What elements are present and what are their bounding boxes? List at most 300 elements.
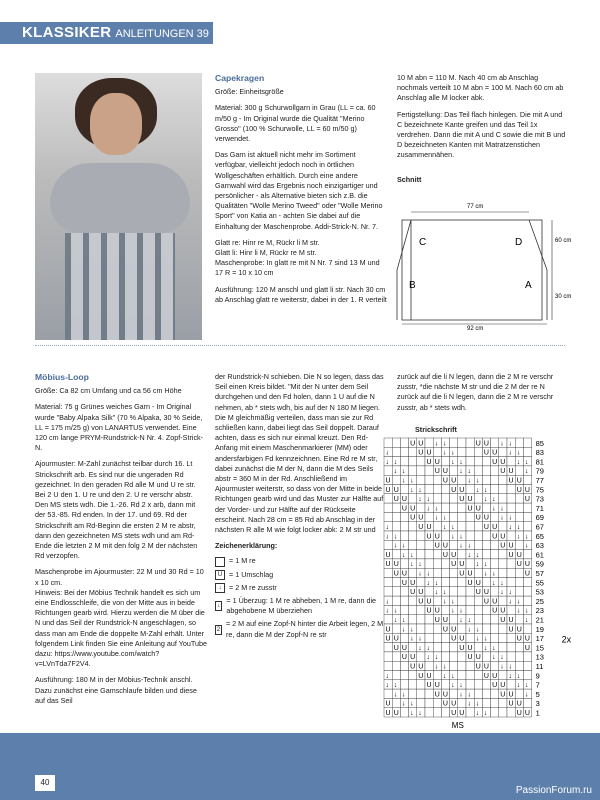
chart-cell	[409, 680, 417, 689]
chart-cell	[450, 652, 458, 661]
chart-symbol: ↓	[516, 682, 521, 690]
chart-symbol: U	[410, 654, 416, 662]
chart-cell	[474, 531, 482, 540]
chart-symbol: U	[418, 449, 424, 457]
chart-cell	[499, 475, 507, 484]
chart-symbol: U	[401, 654, 407, 662]
chart-cell	[523, 624, 531, 633]
chart-symbol: U	[426, 533, 432, 541]
chart-symbol: U	[434, 682, 440, 690]
chart-symbol: ↓	[393, 458, 398, 466]
chart-symbol: ↓	[418, 486, 422, 494]
chart-cell	[458, 503, 466, 512]
chart-cell	[400, 531, 408, 540]
chart-cell	[417, 540, 425, 549]
legend-symbol: 2	[216, 626, 221, 633]
chart-cell	[482, 680, 490, 689]
legend-title: Zeichenerklärung:	[215, 541, 278, 551]
chart-cell	[523, 661, 531, 670]
chart-symbol: ↓	[459, 607, 463, 615]
chart-symbol: ↓	[410, 477, 414, 485]
chart-symbol: ↓	[467, 542, 471, 550]
chart-symbol: ↓	[451, 607, 455, 615]
chart-cell	[523, 522, 531, 531]
chart-cell	[409, 540, 417, 549]
chart-symbol: ↓	[451, 533, 455, 541]
chart-symbol: U	[451, 626, 457, 634]
chart-symbol: U	[483, 449, 489, 457]
chart-symbol: U	[426, 672, 432, 680]
chart-symbol: ↓	[508, 598, 512, 606]
chart-symbol: U	[516, 710, 522, 717]
chart-cell	[384, 661, 392, 670]
chart-cell	[417, 503, 425, 512]
cape-column-2	[397, 73, 567, 185]
loop-hinweis: Hinweis: Bei der Möbius Technik handelt es sich um eine Endlosschleife, die von der Mitte aus in beide Richtungen gearb wird. Hierzu werden die M über die N und das Seil der Rundstrick-N angeschlagen, so dass man am Ende die doppelte M-Zahl erhält. Unter folgendem Link finden Sie eine Anleitung auf YouTube dazu: https://www.youtube.com/watch?v=LVnTda7F2V4.	[35, 587, 207, 669]
chart-symbol: ↓	[401, 700, 406, 708]
chart-cell	[392, 512, 400, 521]
cape-fertigstellung: Fertigstellung: Das Teil flach hinlegen. Die mit A und C bezeichnete Kante greifen und das Teil 1x verdrehen. Dann die mit A und C sowie die mit B und D bezeichneten Kanten mit Matratzenstichen zusammennähen.	[397, 109, 566, 160]
chart-cell	[417, 578, 425, 587]
chart-symbol: ↓	[483, 570, 488, 578]
chart-cell	[425, 550, 433, 559]
chart-symbol: U	[475, 514, 481, 522]
chart-cell	[433, 447, 441, 456]
chart-cell	[523, 578, 531, 587]
chart-cell	[392, 596, 400, 605]
chart-symbol: U	[524, 644, 530, 652]
chart-cell	[441, 494, 449, 503]
chart-cell	[507, 643, 515, 652]
chart-cell	[433, 643, 441, 652]
row-label: 65	[535, 531, 544, 541]
chart-symbol: U	[516, 626, 522, 634]
chart-symbol: U	[451, 561, 457, 569]
row-label: 11	[535, 662, 544, 671]
chart-cell	[482, 698, 490, 707]
chart-cell	[409, 643, 417, 652]
chart-symbol: ↓	[492, 505, 496, 513]
chart-cell	[491, 540, 499, 549]
chart-symbol: ↓	[467, 691, 471, 699]
legend-item	[215, 556, 387, 566]
chart-symbol: ↓	[500, 514, 504, 522]
chart-cell	[466, 587, 474, 596]
chart-symbol: ↓	[426, 570, 430, 578]
chart-symbol: U	[385, 477, 391, 485]
section-divider	[35, 345, 565, 346]
chart-symbol: U	[483, 589, 489, 597]
chart-cell	[491, 689, 499, 698]
chart-symbol: U	[426, 607, 432, 615]
chart-cell	[441, 605, 449, 614]
chart-cell	[400, 661, 408, 670]
chart-cell	[417, 605, 425, 614]
chart-cell	[499, 485, 507, 494]
chart-symbol: ↓	[500, 505, 504, 513]
chart-symbol: ↓	[401, 542, 406, 550]
chart-symbol: ↓	[442, 672, 447, 680]
chart-cell	[515, 578, 523, 587]
chart-symbol: U	[459, 635, 465, 643]
loop-material: Material: 75 g Grünes weiches Garn - Im Original wurde "Baby Alpaka Silk" (70 % Alpaka, 30 % Seide, LL = 175 m/25 g) von LANARTUS verwendet. Eine 120 cm lange PRYM-Rundstrick-N Nr. 4. Zopf-Strick-N.	[35, 402, 204, 453]
chart-cell	[400, 680, 408, 689]
chart-symbol: U	[418, 524, 424, 531]
chart-symbol: U	[524, 710, 530, 717]
chart-cell	[458, 671, 466, 680]
row-label: 77	[535, 476, 544, 485]
row-label: 75	[535, 485, 544, 495]
chart-cell	[425, 698, 433, 707]
chart-symbol: ↓	[483, 635, 488, 643]
chart-cell	[466, 447, 474, 456]
chart-cell	[474, 568, 482, 577]
chart-cell	[499, 643, 507, 652]
chart-symbol: U	[492, 598, 498, 606]
chart-cell	[523, 550, 531, 559]
chart-symbol: ↓	[434, 589, 439, 597]
chart-cell	[384, 503, 392, 512]
chart-symbol: U	[434, 542, 440, 550]
chart-cell	[425, 540, 433, 549]
loop-column-2	[215, 372, 387, 643]
chart-symbol: ↓	[434, 514, 439, 522]
chart-cell	[466, 457, 474, 466]
chart-symbol: ↓	[483, 486, 488, 494]
chart-cell	[491, 615, 499, 624]
chart-cell	[491, 708, 499, 717]
chart-cell	[425, 615, 433, 624]
row-label: 59	[535, 559, 544, 569]
chart-cell	[409, 689, 417, 698]
chart-symbol: U	[393, 486, 399, 494]
chart-cell	[400, 596, 408, 605]
chart-symbol: U	[442, 691, 448, 699]
chart-cell	[523, 671, 531, 680]
chart-symbol: ↓	[426, 579, 430, 587]
chart-symbol: ↓	[451, 682, 455, 690]
chart-cell	[466, 708, 474, 717]
chart-symbol: ↓	[483, 710, 488, 717]
row-label: 55	[535, 578, 544, 588]
chart-symbol: ↓	[418, 710, 422, 717]
chart-cell	[425, 512, 433, 521]
chart-cell	[491, 512, 499, 521]
chart-symbol: ↓	[410, 710, 414, 717]
chart-cell	[507, 578, 515, 587]
chart-symbol: U	[385, 626, 391, 634]
chart-symbol: ↓	[451, 598, 455, 606]
chart-symbol: U	[434, 468, 440, 476]
chart-cell	[458, 512, 466, 521]
chart-symbol: ↓	[459, 691, 463, 699]
chart-symbol: ↓	[426, 654, 430, 662]
chart-symbol: U	[410, 589, 416, 597]
chart-cell	[491, 485, 499, 494]
row-label: 69	[535, 513, 544, 523]
cape-glatt-re: Glatt re: Hinr re M, Rückr li M str.	[215, 237, 320, 247]
letter-d: D	[515, 237, 523, 248]
chart-symbol: U	[385, 700, 391, 708]
chart-symbol: U	[467, 505, 473, 513]
chart-symbol: U	[393, 570, 399, 578]
chart-symbol: U	[442, 700, 448, 708]
chart-symbol: U	[459, 561, 465, 569]
chart-cell	[450, 689, 458, 698]
chart-cell	[384, 494, 392, 503]
chart-cell	[450, 438, 458, 447]
chart-cell	[450, 615, 458, 624]
row-label: 63	[535, 541, 544, 551]
chart-symbol: U	[467, 579, 473, 587]
chart-cell	[507, 568, 515, 577]
chart-symbol: ↓	[410, 551, 414, 559]
chart-cell	[392, 550, 400, 559]
row-label: 81	[535, 457, 544, 467]
chart-symbol: ↓	[434, 579, 439, 587]
chart-symbol: U	[492, 672, 498, 680]
chart-symbol: ↓	[475, 635, 480, 643]
chart-cell	[425, 438, 433, 447]
chart-symbol: U	[500, 682, 506, 690]
chart-symbol: U	[483, 440, 489, 448]
row-label: 25	[535, 596, 544, 606]
row-label: 23	[535, 606, 544, 616]
chart-symbol: U	[524, 635, 530, 643]
chart-cell	[392, 475, 400, 484]
chart-symbol: ↓	[524, 468, 529, 476]
chart-symbol: ↓	[393, 682, 398, 690]
chart-cell	[515, 652, 523, 661]
chart-cell	[458, 698, 466, 707]
chart-cell	[507, 652, 515, 661]
chart-cell	[450, 503, 458, 512]
chart-cell	[441, 643, 449, 652]
chart-cell	[417, 475, 425, 484]
chart-cell	[425, 624, 433, 633]
row-label: 73	[535, 494, 544, 504]
chart-symbol: ↓	[442, 524, 447, 531]
chart-symbol: U	[410, 579, 416, 587]
chart-cell	[450, 578, 458, 587]
plaid-dress	[65, 233, 175, 340]
chart-symbol: ↓	[418, 644, 422, 652]
chart-symbol: ↓	[434, 663, 439, 671]
chart-cell	[417, 652, 425, 661]
chart-symbol: ↓	[508, 449, 512, 457]
chart-cell	[425, 485, 433, 494]
chart-cell	[523, 512, 531, 521]
chart-symbol: ↓	[483, 496, 488, 504]
chart-symbol: U	[516, 635, 522, 643]
legend-text: = 1 M re	[229, 556, 256, 566]
chart-symbol: ↓	[524, 542, 529, 550]
chart-cell	[450, 466, 458, 475]
chart-symbol: ↓	[410, 561, 414, 569]
chart-cell	[499, 708, 507, 717]
chart-cell	[523, 447, 531, 456]
legend-symbol: ↓	[215, 583, 225, 593]
chart-cell	[417, 466, 425, 475]
chart-symbol: ↓	[393, 468, 398, 476]
legend-symbol: ↓	[215, 601, 222, 611]
model-photo	[35, 73, 202, 340]
legend-item	[215, 570, 387, 580]
chart-cell	[474, 522, 482, 531]
chart-cell	[450, 587, 458, 596]
chart-symbol: ↓	[451, 449, 455, 457]
chart-cell	[400, 633, 408, 642]
chart-symbol: ↓	[442, 663, 447, 671]
chart-cell	[482, 578, 490, 587]
chart-symbol: ↓	[393, 617, 398, 624]
chart-symbol: U	[483, 514, 489, 522]
chart-symbol: U	[393, 635, 399, 643]
chart-symbol: U	[516, 477, 522, 485]
chart-symbol: ↓	[524, 533, 529, 541]
chart-cell	[474, 494, 482, 503]
chart-symbol: ↓	[451, 458, 455, 466]
chart-symbol: ↓	[442, 598, 447, 606]
chart-symbol: U	[434, 691, 440, 699]
page-footer	[0, 733, 600, 800]
chart-cell	[433, 568, 441, 577]
chart-symbol: ↓	[451, 672, 455, 680]
chart-cell	[515, 615, 523, 624]
chart-symbol: U	[516, 700, 522, 708]
chart-symbol: ↓	[418, 561, 422, 569]
chart-cell	[392, 438, 400, 447]
chart-symbol: U	[508, 626, 514, 634]
chart-symbol: ↓	[467, 700, 471, 708]
chart-symbol: U	[500, 458, 506, 466]
loop-column-1	[35, 372, 207, 712]
chart-symbol: ↓	[508, 672, 512, 680]
chart-symbol: U	[524, 570, 530, 578]
chart-cell	[433, 596, 441, 605]
chart-cell	[458, 652, 466, 661]
chart-symbol: ↓	[508, 524, 512, 531]
chart-symbol: ↓	[467, 626, 471, 634]
chart-cell	[482, 457, 490, 466]
chart-cell	[417, 680, 425, 689]
chart-cell	[458, 550, 466, 559]
chart-cell	[384, 652, 392, 661]
chart-symbol: ↓	[385, 449, 389, 457]
chart-symbol: U	[459, 570, 465, 578]
chart-symbol: U	[459, 644, 465, 652]
chart-cell	[482, 605, 490, 614]
cape-ausfuehrung-2: 10 M abn = 110 M. Nach 40 cm ab Anschlag nochmals verteilt 10 M abn = 100 M. Nach 60 cm ab Anschlag alle M locker abk.	[397, 73, 564, 103]
chart-symbol: U	[475, 505, 481, 513]
chart-cell	[409, 494, 417, 503]
chart-symbol: U	[385, 561, 391, 569]
chart-symbol: U	[385, 551, 391, 559]
chart-cell	[400, 605, 408, 614]
chart-symbol: ↓	[385, 533, 389, 541]
chart-cell	[515, 503, 523, 512]
chart-cell	[466, 596, 474, 605]
chart-cell	[392, 522, 400, 531]
chart-cell	[384, 689, 392, 698]
chart-cell	[392, 698, 400, 707]
chart-cell	[458, 475, 466, 484]
chart-cell	[482, 652, 490, 661]
row-label: 21	[535, 615, 544, 625]
repeat-label: 2x	[561, 634, 572, 645]
chart-cell	[433, 633, 441, 642]
chart-symbol: ↓	[434, 440, 439, 448]
chart-symbol: U	[516, 561, 522, 569]
chart-symbol: ↓	[442, 589, 447, 597]
chart-cell	[466, 512, 474, 521]
chart-symbol: ↓	[459, 617, 463, 624]
chart-cell	[441, 457, 449, 466]
chart-symbol: ↓	[459, 468, 463, 476]
chart-cell	[409, 596, 417, 605]
chart-symbol: U	[492, 607, 498, 615]
loop-ausfuehrung: Ausführung: 180 M in der Möbius-Technik anschl. Dazu zunächst eine Gamschlaufe bilden und diese auf das Seil	[35, 675, 197, 705]
row-label: 57	[535, 569, 544, 578]
chart-symbol: U	[500, 468, 506, 476]
chart-symbol: U	[475, 654, 481, 662]
chart-cell	[491, 550, 499, 559]
chart-cell	[458, 624, 466, 633]
chart-cell	[409, 522, 417, 531]
chart-symbol: U	[426, 598, 432, 606]
chart-symbol: ↓	[524, 607, 529, 615]
chart-cell	[507, 503, 515, 512]
chart-symbol: ↓	[401, 691, 406, 699]
chart-symbol: ↓	[492, 644, 496, 652]
chart-symbol: U	[459, 710, 465, 717]
chart-cell	[466, 633, 474, 642]
chart-cell	[523, 652, 531, 661]
chart-cell	[409, 605, 417, 614]
chart-cell	[441, 531, 449, 540]
chart-cell	[507, 680, 515, 689]
chart-symbol: ↓	[475, 626, 480, 634]
chart-cell	[417, 624, 425, 633]
chart-symbol: U	[500, 691, 506, 699]
letter-b: B	[409, 280, 416, 291]
chart-symbol: ↓	[410, 635, 414, 643]
row-label: 15	[535, 643, 544, 653]
chart-symbol: U	[483, 524, 489, 531]
chart-cell	[450, 512, 458, 521]
chart-cell	[499, 568, 507, 577]
chart-cell	[433, 624, 441, 633]
cape-glatt-li: Glatt li: Hinr li M, Rückr re M str.	[215, 248, 317, 258]
chart-cell	[433, 671, 441, 680]
dim-bottom: 92 cm	[467, 326, 484, 332]
loop-groesse: Größe: Ca 82 cm Umfang und ca 56 cm Höhe	[35, 386, 182, 396]
chart-symbol: U	[483, 598, 489, 606]
letter-c: C	[419, 237, 427, 248]
cape-probe: Maschenprobe: In glatt re mit N Nr. 7 sind 13 M und 17 R = 10 x 10 cm	[215, 258, 380, 278]
chart-cell	[515, 494, 523, 503]
loop-ajour: Ajourmuster: M-Zahl zunächst teilbar durch 16. Lt Strickschrift arb. Es sind nur die ungeraden Rd gezeichnet. In den geraden Rd alle M und U re str. Bei 2 U den 1. U re und den 2. U re verschr abstr. Den MS stets wdh. Die 1.-26. Rd 2 x arb, dann mit der 53.-85. Rd enden. In der 17. und 69. Rd der Strickschrift am Rd-Beginn die ersten 2 M re abstr, dann den gezeichneten MS stets wdh und am Rd-Ende die letzten 2 M mit den folg 2 M der nächsten Rd verzopfen.	[35, 459, 198, 561]
chart-symbol: U	[524, 486, 530, 494]
chart-cell	[441, 503, 449, 512]
chart-symbol: ↓	[516, 533, 521, 541]
chart-symbol: U	[467, 496, 473, 504]
watermark: PassionForum.ru	[515, 785, 592, 796]
chart-symbol: U	[418, 514, 424, 522]
chart-symbol: ↓	[500, 440, 504, 448]
chart-cell	[466, 605, 474, 614]
chart-cell	[482, 615, 490, 624]
